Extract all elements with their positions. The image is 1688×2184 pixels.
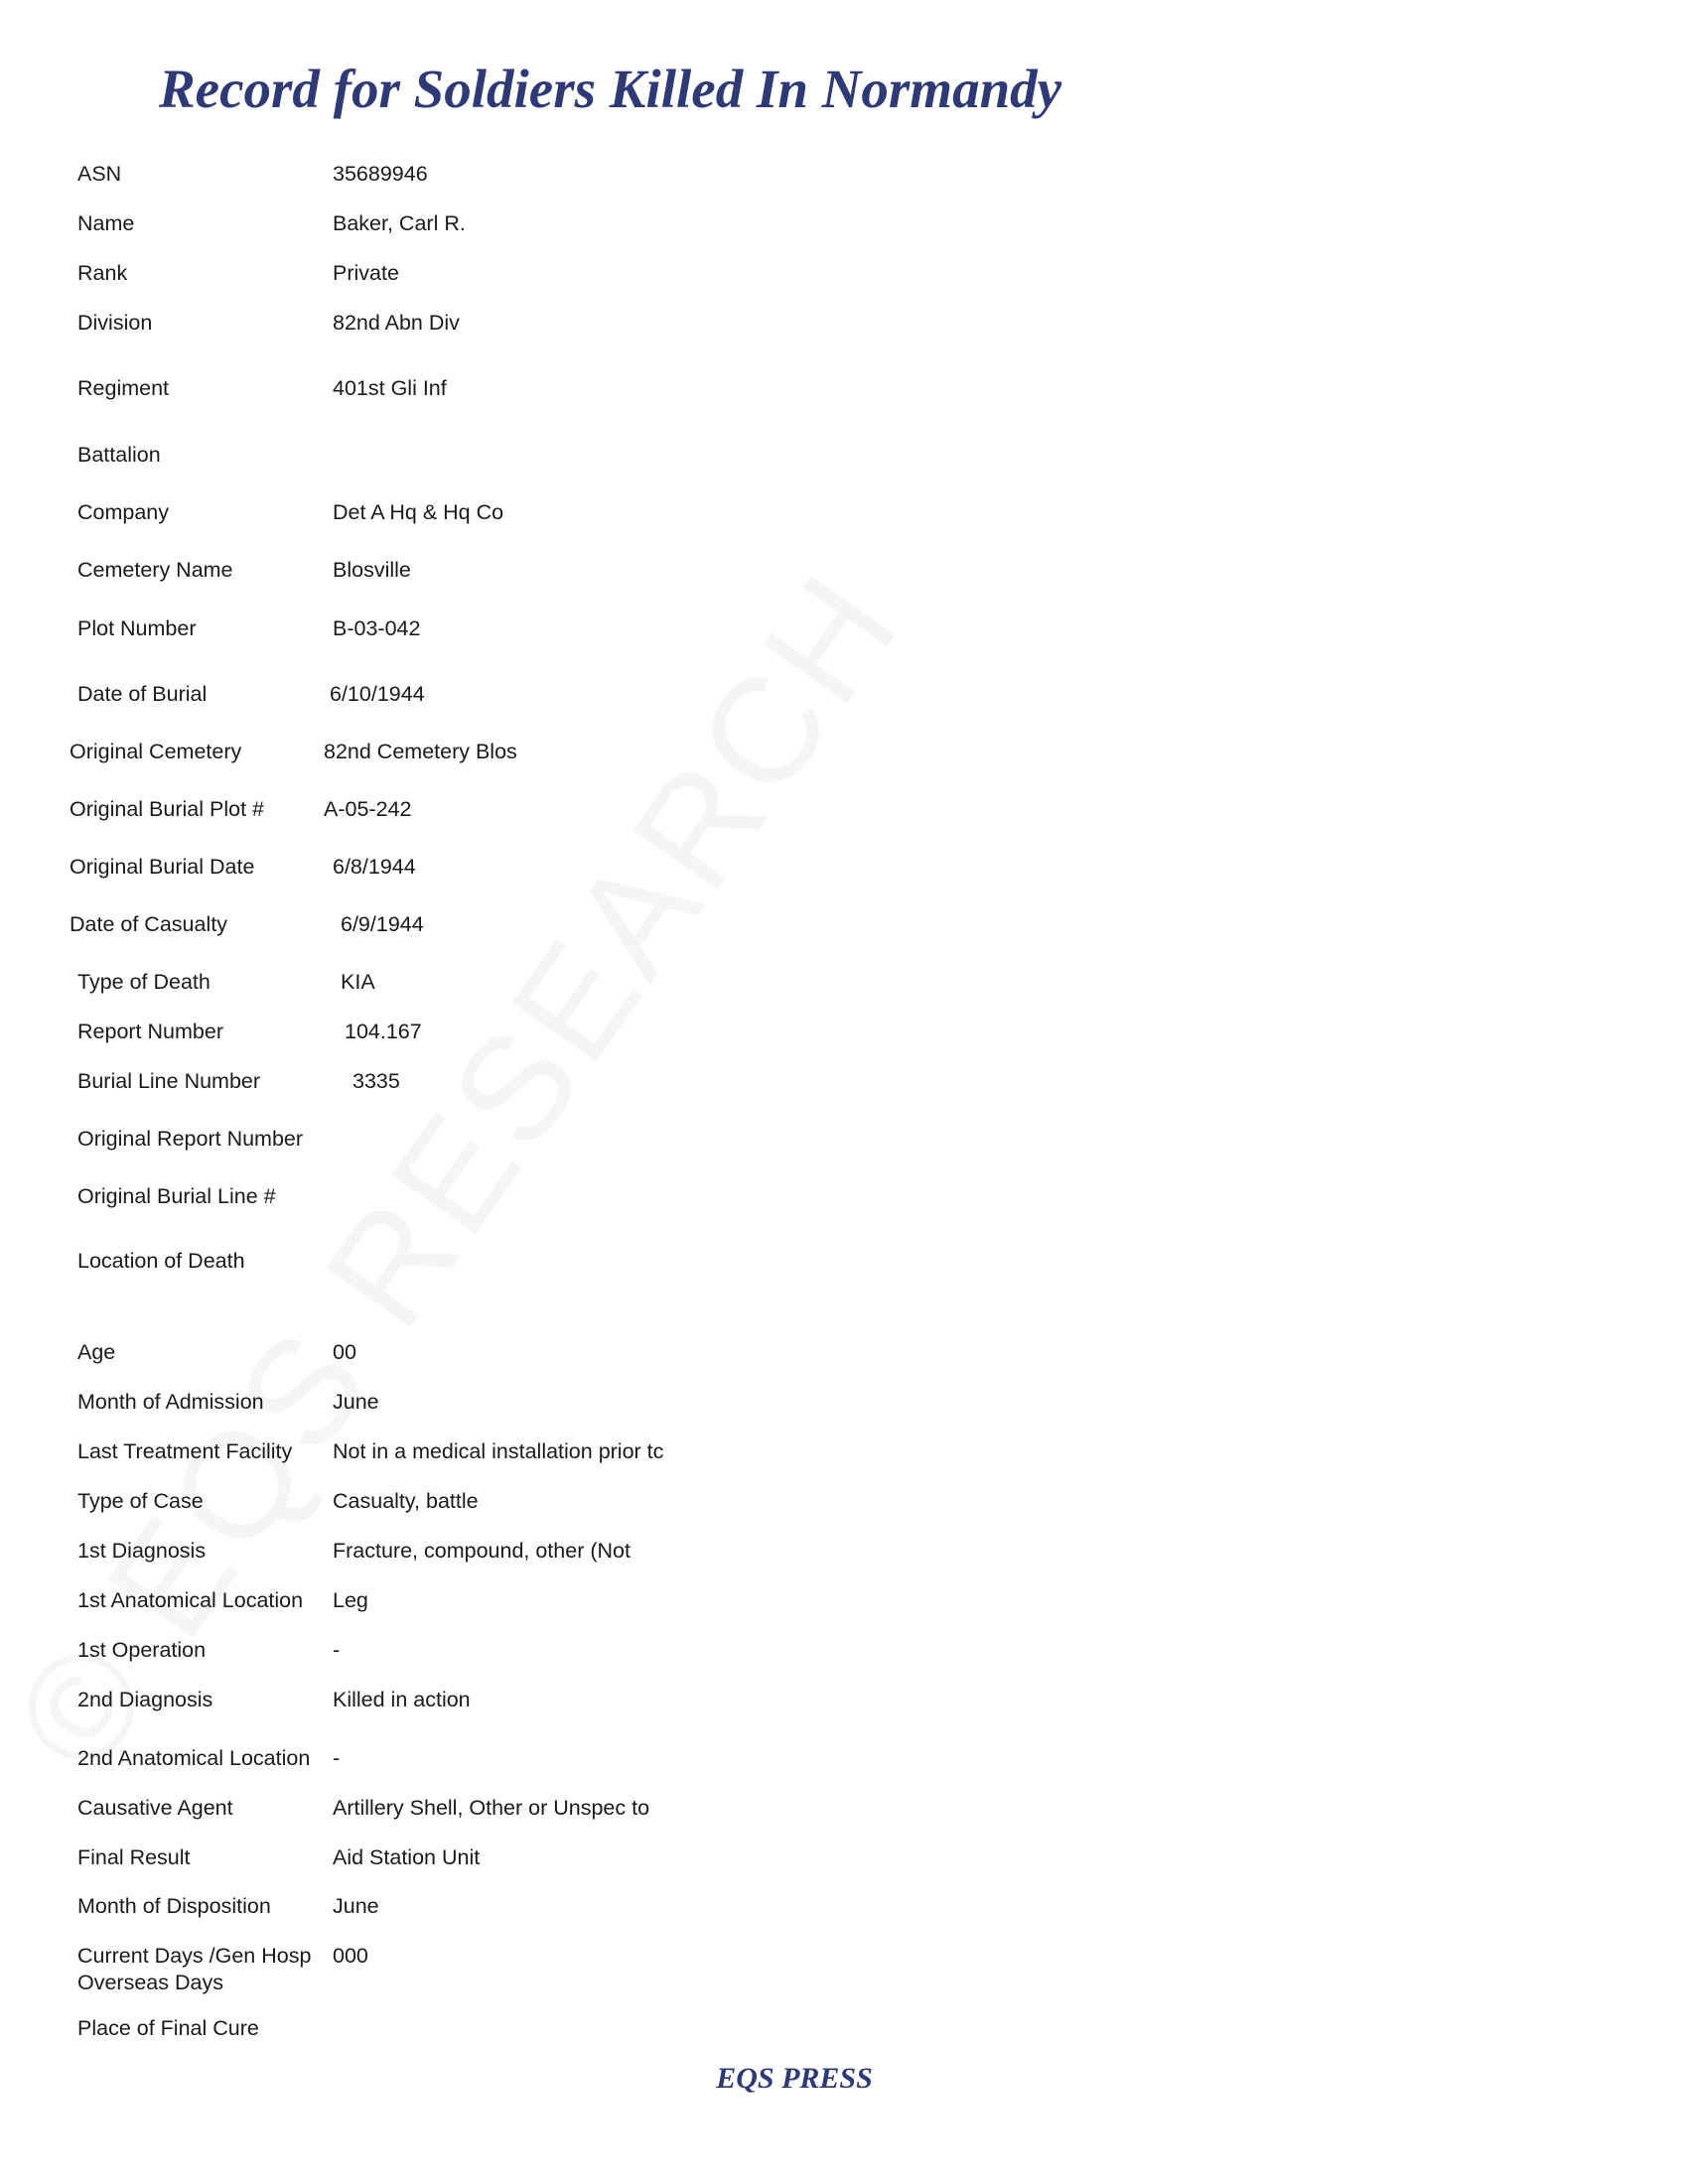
field-label: Battalion: [77, 443, 161, 467]
field-value: 000: [333, 1944, 368, 1968]
field-value: 35689946: [333, 162, 428, 186]
field-label: Current Days /Gen Hosp: [77, 1944, 312, 1968]
field-value: 82nd Cemetery Blos: [324, 740, 517, 763]
field-value: 6/8/1944: [333, 855, 416, 879]
field-value: Leg: [333, 1588, 368, 1612]
field-value: 00: [333, 1340, 356, 1364]
field-label: 2nd Anatomical Location: [77, 1746, 311, 1770]
field-value: A-05-242: [324, 797, 412, 821]
field-value: -: [333, 1638, 341, 1662]
field-label: Location of Death: [77, 1249, 245, 1273]
field-value: Blosville: [333, 558, 411, 582]
field-value: 82nd Abn Div: [333, 311, 460, 335]
page-title: Record for Soldiers Killed In Normandy: [159, 59, 1062, 119]
field-value: -: [333, 1746, 341, 1770]
field-label: Causative Agent: [77, 1796, 233, 1820]
field-label: Place of Final Cure: [77, 2016, 259, 2040]
field-value: 401st Gli Inf: [333, 376, 447, 400]
field-label: Month of Admission: [77, 1390, 264, 1414]
field-label: Report Number: [77, 1020, 223, 1043]
field-label: Original Burial Plot #: [70, 797, 264, 821]
field-label: Original Cemetery: [70, 740, 242, 763]
field-label: Name: [77, 211, 135, 235]
field-label: Regiment: [77, 376, 170, 400]
field-value: Aid Station Unit: [333, 1845, 481, 1869]
field-value: Private: [333, 261, 399, 285]
field-label: Division: [77, 311, 153, 335]
field-value: 6/10/1944: [330, 682, 425, 706]
field-label: Original Burial Line #: [77, 1184, 276, 1208]
field-label: 2nd Diagnosis: [77, 1688, 213, 1711]
field-label: Date of Casualty: [70, 912, 227, 936]
field-value: KIA: [341, 970, 375, 994]
field-label: ASN: [77, 162, 122, 186]
field-value: 104.167: [345, 1020, 422, 1043]
field-value: 6/9/1944: [341, 912, 424, 936]
field-label: 1st Anatomical Location: [77, 1588, 304, 1612]
field-value: Fracture, compound, other (Not: [333, 1539, 631, 1563]
field-value: Baker, Carl R.: [333, 211, 466, 235]
field-label: Overseas Days: [77, 1971, 223, 1994]
field-value: Killed in action: [333, 1688, 471, 1711]
field-label: Month of Disposition: [77, 1894, 271, 1918]
field-label: Final Result: [77, 1845, 191, 1869]
field-label: Original Burial Date: [70, 855, 255, 879]
field-label: Cemetery Name: [77, 558, 233, 582]
field-value: Det A Hq & Hq Co: [333, 500, 504, 524]
field-label: Type of Case: [77, 1489, 204, 1513]
field-value: June: [333, 1894, 379, 1918]
field-label: Plot Number: [77, 616, 197, 640]
field-label: Original Report Number: [77, 1127, 304, 1151]
field-label: 1st Diagnosis: [77, 1539, 207, 1563]
field-label: Rank: [77, 261, 128, 285]
field-label: Date of Burial: [77, 682, 208, 706]
field-label: Burial Line Number: [77, 1069, 261, 1093]
field-value: Artillery Shell, Other or Unspec to: [333, 1796, 650, 1820]
field-label: Company: [77, 500, 170, 524]
field-value: June: [333, 1390, 379, 1414]
field-value: B-03-042: [333, 616, 421, 640]
field-label: 1st Operation: [77, 1638, 207, 1662]
field-value: 3335: [352, 1069, 400, 1093]
footer-publisher: EQS PRESS: [716, 2062, 873, 2095]
field-value: Casualty, battle: [333, 1489, 479, 1513]
field-value: Not in a medical installation prior tc: [333, 1439, 664, 1463]
field-label: Last Treatment Facility: [77, 1439, 293, 1463]
field-label: Age: [77, 1340, 116, 1364]
field-label: Type of Death: [77, 970, 211, 994]
